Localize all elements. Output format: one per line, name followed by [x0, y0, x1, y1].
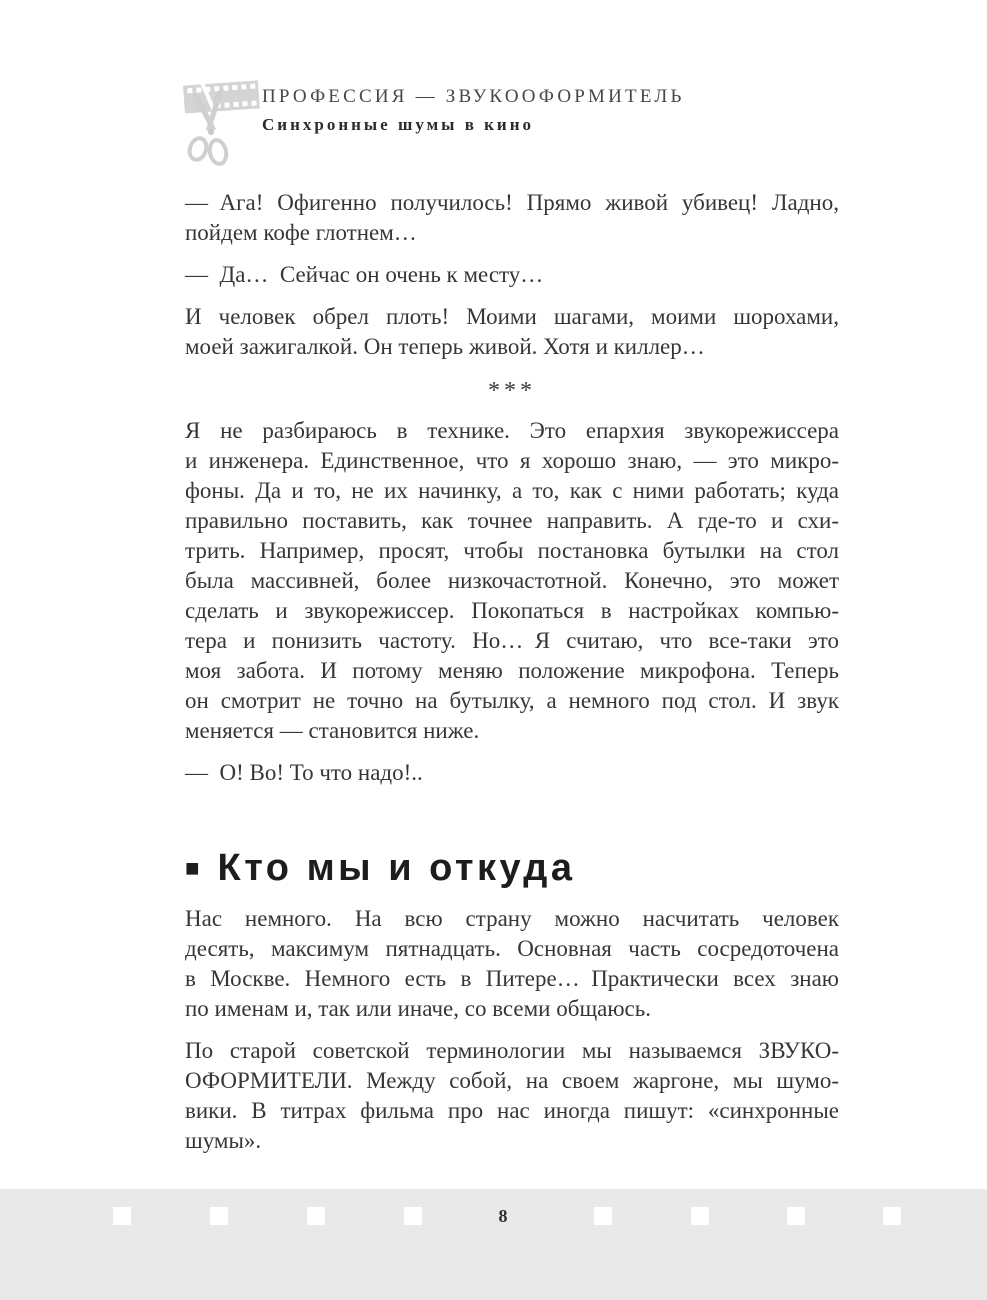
paragraph-narration-1 [185, 302, 839, 362]
text-line: — О! Во! То что надо!.. [185, 760, 423, 785]
paragraph-dialogue-3 [185, 758, 839, 788]
sprocket-hole [691, 1207, 709, 1225]
text-line: он смотрит не точно на бутылку, а немного под стол. И звук [185, 688, 839, 713]
paragraph-narration-2 [185, 416, 839, 746]
text-line: моей зажигалкой. Он теперь живой. Хотя и киллер… [185, 334, 705, 359]
sprocket-hole [594, 1207, 612, 1225]
text-line: тера и понизить частоту. Но… Я считаю, что все-таки это [185, 628, 839, 653]
section-divider-asterisks: *** [488, 378, 536, 404]
section-heading-text: Кто мы и откуда [217, 847, 576, 889]
paragraph-narration-3 [185, 904, 839, 1024]
text-line: ОФОРМИТЕЛИ. Между собой, на своем жаргоне, мы шумо- [185, 1068, 839, 1093]
text-line: сделать и звукорежиссер. Покопаться в настройках компью- [185, 598, 839, 623]
text-line: Я не разбираюсь в технике. Это епархия звукорежиссера [185, 418, 839, 443]
sprocket-hole [307, 1207, 325, 1225]
square-bullet-icon: ■ [185, 855, 200, 882]
text-line: была массивней, более низкочастотной. Конечно, это может [185, 568, 839, 593]
running-head-series: ПРОФЕССИЯ — ЗВУКООФОРМИТЕЛЬ [262, 86, 685, 107]
text-line: трить. Например, просят, чтобы постановка бутылки на стол [185, 538, 839, 563]
sprocket-hole [404, 1207, 422, 1225]
text-line: моя забота. И потому меняю положение микрофона. Теперь [185, 658, 839, 683]
text-line: И человек обрел плоть! Моими шагами, моими шорохами, [185, 304, 839, 329]
text-line: фоны. Да и то, не их начинку, а то, как с ними работать; куда [185, 478, 839, 503]
paragraph-dialogue-1 [185, 188, 839, 248]
text-line: и инженера. Единственное, что я хорошо знаю, — это микро- [185, 448, 839, 473]
text-line: в Москве. Немного есть в Питере… Практически всех знаю [185, 966, 839, 991]
text-line: меняется — становится ниже. [185, 718, 480, 743]
film-scissors-icon [181, 76, 261, 172]
section-heading [185, 846, 839, 890]
running-head [262, 86, 685, 134]
text-line: — Да… Сейчас он очень к месту… [185, 262, 544, 287]
paragraph-dialogue-2 [185, 260, 839, 290]
text-line: — Ага! Офигенно получилось! Прямо живой убивец! Ладно, [185, 190, 839, 215]
page-body [185, 188, 839, 1168]
sprocket-hole [883, 1207, 901, 1225]
text-line: десять, максимум пятнадцать. Основная часть сосредоточена [185, 936, 839, 961]
text-line: правильно поставить, как точнее направить. А где-то и схи- [185, 508, 839, 533]
text-line: по именам и, так или иначе, со всеми общаюсь. [185, 996, 651, 1021]
paragraph-narration-4 [185, 1036, 839, 1156]
text-line: шумы». [185, 1128, 262, 1153]
running-head-chapter: Синхронные шумы в кино [262, 115, 535, 134]
text-line: пойдем кофе глотнем… [185, 220, 417, 245]
footer-filmstrip-band [0, 1189, 987, 1300]
sprocket-hole [210, 1207, 228, 1225]
sprocket-hole [113, 1207, 131, 1225]
text-line: Нас немного. На всю страну можно насчитать человек [185, 906, 839, 931]
page-number: 8 [498, 1206, 508, 1226]
text-line: По старой советской терминологии мы называемся ЗВУКО- [185, 1038, 839, 1063]
text-line: вики. В титрах фильма про нас иногда пишут: «синхронные [185, 1098, 839, 1123]
sprocket-hole [787, 1207, 805, 1225]
